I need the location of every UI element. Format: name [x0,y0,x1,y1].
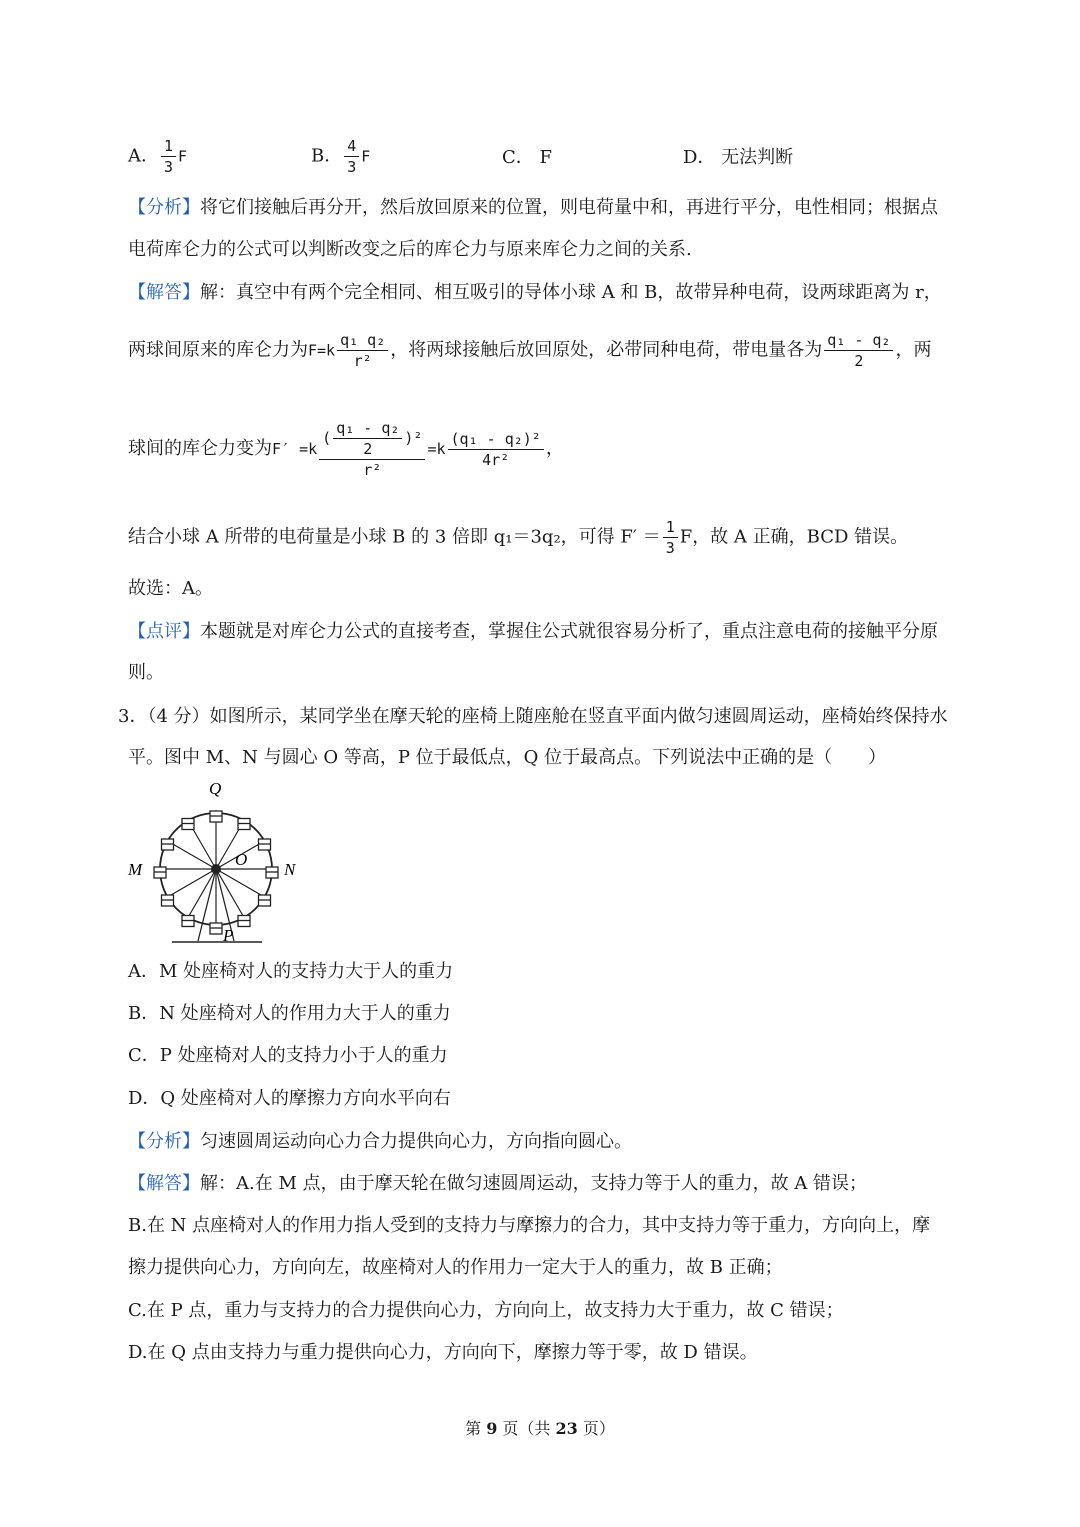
wheel-spoke [168,869,216,897]
label-n: N [284,860,296,879]
comment-line: 则。 [128,662,164,683]
page-number: 9 [486,1419,498,1438]
solution-line: D.在 Q 点由支持力与重力提供向心力，方向向下，摩擦力等于零，故 D 错误。 [128,1342,758,1363]
q3-option-c: C．P 处座椅对人的支持力小于人的重力 [128,1045,448,1066]
cabin [266,867,278,878]
cabin [162,839,174,850]
q3-option-d: D．Q 处座椅对人的摩擦力方向水平向右 [128,1088,451,1109]
label-m: M [128,860,143,879]
question-3-stem: 3．（4 分）如图所示，某同学坐在摩天轮的座椅上随座舱在竖直平面内做匀速圆周运动，座椅始终保持水 [118,706,948,727]
solution-line-formula1: 两球间原来的库仑力为F=k $\frac{\text{q₁ q₂}}{\text{r²}}$ ，将两球接触后放回原处，必带同种电荷，带电量各为 $\frac{\text{q₁ - q₂}}{2}$ ，两 [128,331,932,370]
q3-option-b: B．N 处座椅对人的作用力大于人的重力 [128,1003,451,1024]
fraction: $\frac{\text{(q₁ - q₂)²}}{\text{4r²}}$ [448,431,544,468]
analysis-line: 【分析】匀速圆周运动向心力合力提供向心力，方向指向圆心。 [128,1131,632,1152]
page-total: 23 [555,1419,578,1438]
fraction: ( $\frac{\text{q₁ - q₂}}{2}$ )² r² [319,420,425,478]
fraction: $\frac{1}{3}$ [663,519,678,556]
solution-line-formula2: 球间的库仑力变为F′ =k ( $\frac{\text{q₁ - q₂}}{2}$ )² r² =k $\frac{\text{(q₁ - q₂)²}}{\text{4r²}}$ ， [128,419,564,479]
wheel-spoke [168,841,216,869]
option-a: A． $\frac{1}{3}$ F [128,137,188,176]
label-q: Q [209,779,222,798]
wheel-spoke [216,869,264,897]
cabin [182,915,194,926]
comment-line: 【点评】本题就是对库仑力公式的直接考查，掌握住公式就很容易分析了，重点注意电荷的接触平分原 [128,621,938,642]
question-3-stem: 平。图中 M、N 与圆心 O 等高，P 位于最低点，Q 位于最高点。下列说法中正确的是（ ） [128,747,887,768]
cabin [238,915,250,926]
page-footer: 第 9 页（共 23 页） [465,1419,615,1438]
solution-line-conclusion: 结合小球 A 所带的电荷量是小球 B 的 3 倍即 q₁＝3q₂，可得 F′ ＝ $\frac{1}{3}$ F，故 A 正确，BCD 错误。 [128,518,909,557]
wheel-spoke [216,869,244,917]
fraction: $\frac{1}{3}$ [161,138,176,175]
cabin [162,895,174,906]
analysis-line: 【分析】将它们接触后再分开，然后放回原来的位置，则电荷量中和，再进行平分，电性相同；根据点 [128,197,938,218]
option-c: C． F [502,147,552,168]
fraction: $\frac{\text{q₁ - q₂}}{2}$ [824,332,893,369]
label-p: P [223,926,234,945]
cabin [210,811,222,822]
q3-option-a: A．M 处座椅对人的支持力大于人的重力 [128,961,454,982]
ferris-wheel-figure [122,778,302,948]
cabin [258,895,270,906]
solution-line: B.在 N 点座椅对人的作用力指人受到的支持力与摩擦力的合力，其中支持力等于重力，方向向上，摩 [128,1215,931,1236]
option-b: B． $\frac{4}{3}$ F [311,137,371,176]
analysis-line: 电荷库仑力的公式可以判断改变之后的库仑力与原来库仑力之间的关系. [128,239,692,260]
fraction: $\frac{4}{3}$ [344,138,359,175]
fraction: $\frac{\text{q₁ q₂}}{\text{r²}}$ [337,332,388,369]
cabin [238,819,250,830]
wheel-spoke [188,869,216,917]
solution-line: C.在 P 点，重力与支持力的合力提供向心力，方向向上，故支持力大于重力，故 C 错误； [128,1300,844,1321]
answer-line: 故选：A。 [128,578,213,599]
option-d: D． 无法判断 [683,147,794,168]
cabin [182,819,194,830]
solution-line: 【解答】解：真空中有两个完全相同、相互吸引的导体小球 A 和 B，故带异种电荷，设两球距离为 r， [128,282,942,303]
label-o: O [235,850,248,869]
cabin [258,839,270,850]
solution-line: 【解答】解：A.在 M 点，由于摩天轮在做匀速圆周运动，支持力等于人的重力，故 A 错误； [128,1173,868,1194]
cabin [210,923,222,934]
cabin [154,867,166,878]
solution-line: 擦力提供向心力，方向向左，故座椅对人的作用力一定大于人的重力，故 B 正确； [128,1257,783,1278]
